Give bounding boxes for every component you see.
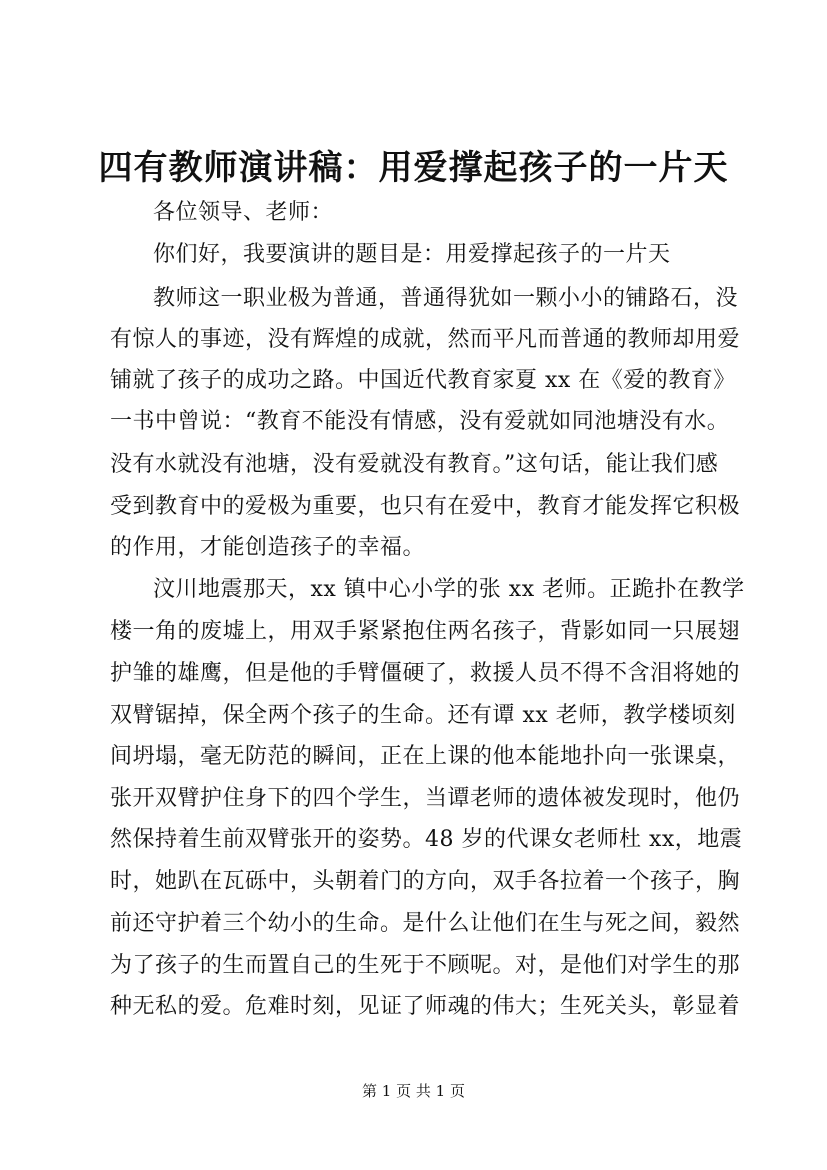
paragraph-line: 双臂锯掉，保全两个孩子的生命。还有谭 xx 老师，教学楼顷刻 <box>110 703 736 728</box>
document-title: 四有教师演讲稿：用爱撑起孩子的一片天 <box>98 148 729 188</box>
paragraph-line: 前还守护着三个幼小的生命。是什么让他们在生与死之间，毅然 <box>110 911 741 936</box>
paragraph-line: 护雏的雄鹰，但是他的手臂僵硬了，救援人员不得不含泪将她的 <box>110 661 741 686</box>
greeting-line: 你们好，我要演讲的题目是：用爱撑起孩子的一片天 <box>153 242 671 267</box>
paragraph-line: 没有水就没有池塘，没有爱就没有教育。”这句话，能让我们感 <box>110 452 719 477</box>
paragraph-line: 的作用，才能创造孩子的幸福。 <box>110 535 426 560</box>
salutation-line: 各位领导、老师： <box>153 200 334 225</box>
paragraph-line: 汶川地震那天，xx 镇中心小学的张 xx 老师。正跪扑在教学 <box>153 577 745 602</box>
paragraph-line: 教师这一职业极为普通，普通得犹如一颗小小的铺路石，没 <box>153 286 739 311</box>
paragraph-line: 有惊人的事迹，没有辉煌的成就，然而平凡而普通的教师却用爱 <box>110 327 741 352</box>
paragraph-line: 受到教育中的爱极为重要，也只有在爱中，教育才能发挥它积极 <box>110 494 741 519</box>
paragraph-line: 然保持着生前双臂张开的姿势。48 岁的代课女老师杜 xx，地震 <box>110 827 743 852</box>
paragraph-line: 铺就了孩子的成功之路。中国近代教育家夏 xx 在《爱的教育》 <box>110 368 736 393</box>
paragraph-line: 种无私的爱。危难时刻，见证了师魂的伟大；生死关头，彰显着 <box>110 994 741 1019</box>
paragraph-line: 一书中曾说：“教育不能没有情感，没有爱就如同池塘没有水。 <box>110 409 730 434</box>
page-number-footer: 第 1 页 共 1 页 <box>362 1082 465 1100</box>
paragraph-line: 楼一角的废墟上，用双手紧紧抱住两名孩子，背影如同一只展翅 <box>110 619 741 644</box>
paragraph-line: 张开双臂护住身下的四个学生，当谭老师的遗体被发现时，他仍 <box>110 786 741 811</box>
paragraph-line: 间坍塌，毫无防范的瞬间，正在上课的他本能地扑向一张课桌， <box>110 744 741 769</box>
paragraph-line: 为了孩子的生而置自己的生死于不顾呢。对，是他们对学生的那 <box>110 953 741 978</box>
paragraph-line: 时，她趴在瓦砾中，头朝着门的方向，双手各拉着一个孩子，胸 <box>110 869 741 894</box>
